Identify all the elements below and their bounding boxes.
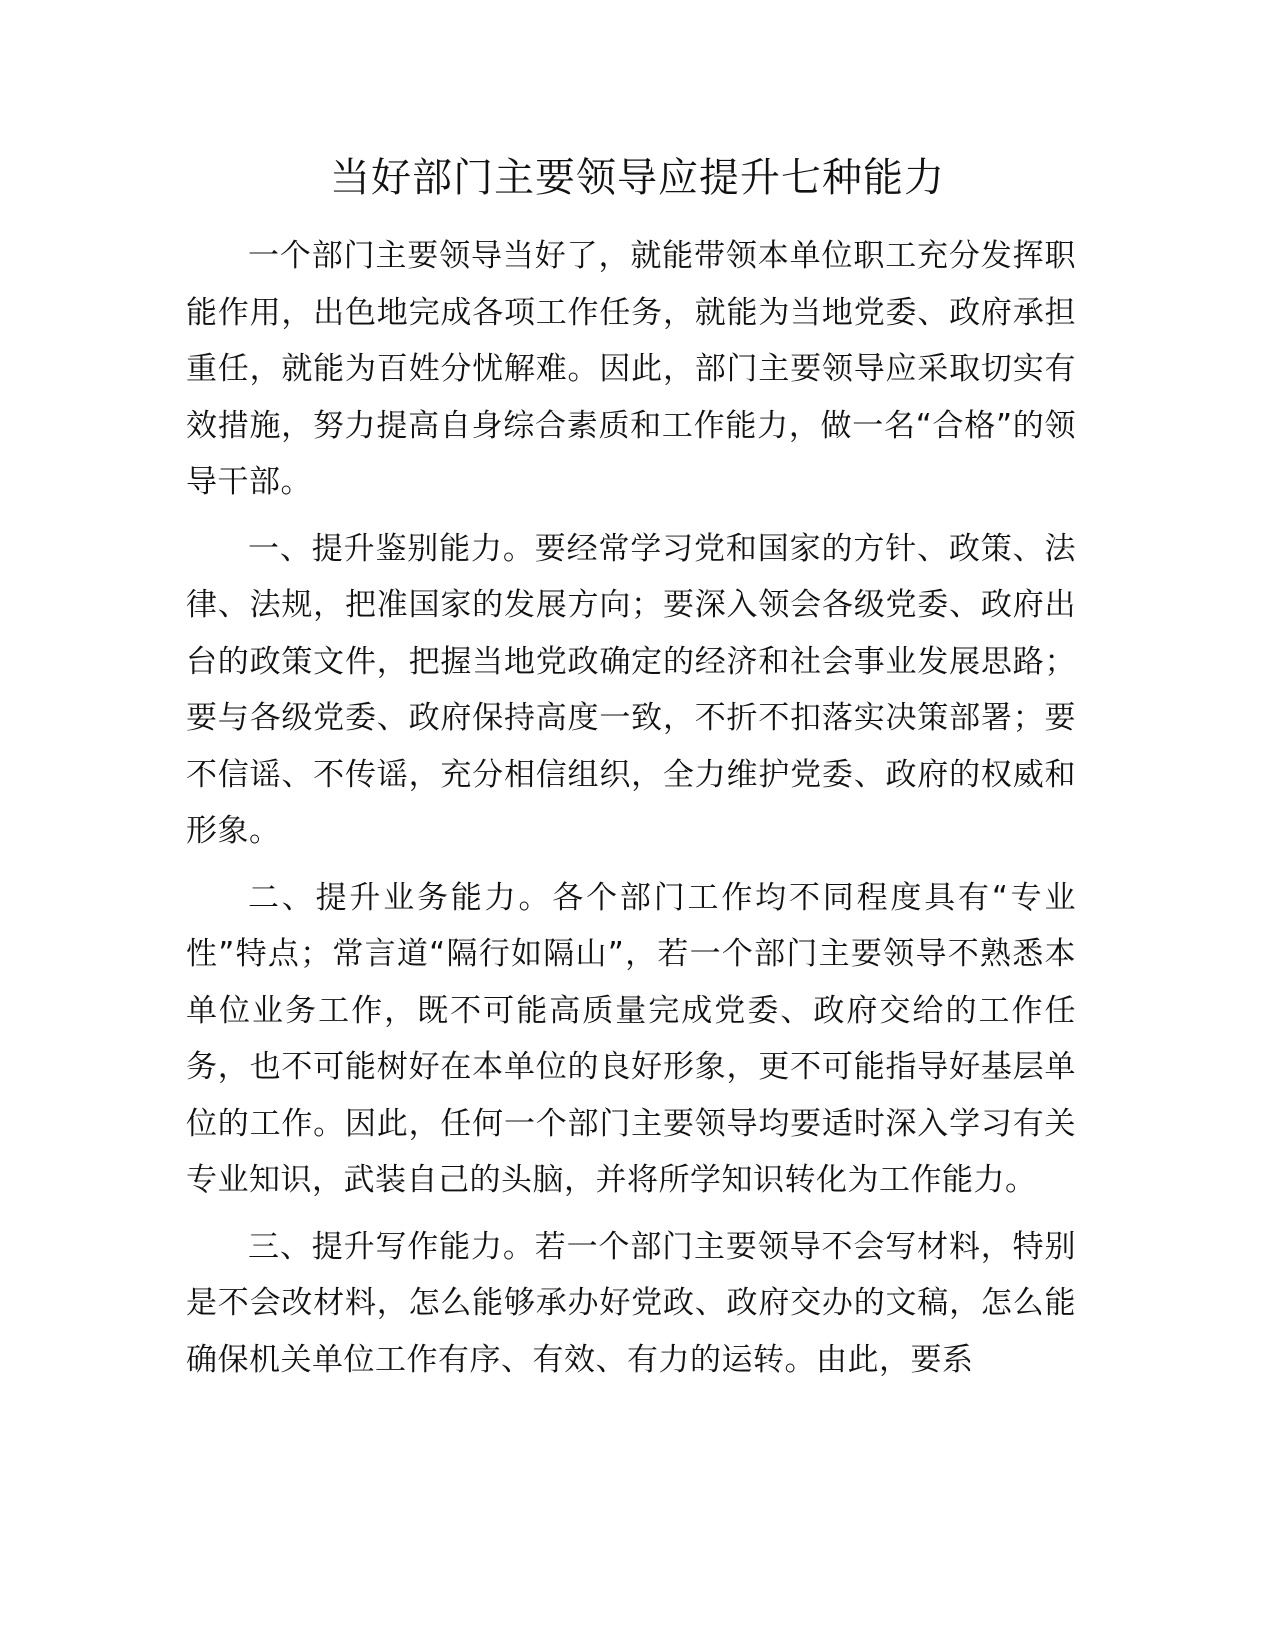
- paragraph-intro: 一个部门主要领导当好了，就能带领本单位职工充分发挥职能作用，出色地完成各项工作任务，就能为当地党委、政府承担重任，就能为百姓分忧解难。因此，部门主要领导应采取切实有效措施，努力提高自身综合素质和工作能力，做一名“合格”的领导干部。: [186, 238, 1076, 500]
- document-title: 当好部门主要领导应提升七种能力: [330, 155, 945, 201]
- paragraph-section-2: 二、提升业务能力。各个部门工作均不同程度具有“专业性”特点；常言道“隔行如隔山”，若一个部门主要领导不熟悉本单位业务工作，既不可能高质量完成党委、政府交给的工作任务，也不可能树好在本单位的良好形象，更不可能指导好基层单位的工作。因此，任何一个部门主要领导均要适时深入学习有关专业知识，武装自己的头脑，并将所学知识转化为工作能力。: [186, 879, 1076, 1198]
- document-body: [186, 228, 1076, 1398]
- paragraph-section-1: 一、提升鉴别能力。要经常学习党和国家的方针、政策、法律、法规，把准国家的发展方向；要深入领会各级党委、政府出台的政策文件，把握当地党政确定的经济和社会事业发展思路；要与各级党委、政府保持高度一致，不折不扣落实决策部署；要不信谣、不传谣，充分相信组织，全力维护党委、政府的权威和形象。: [186, 530, 1076, 849]
- paragraph-section-3: 三、提升写作能力。若一个部门主要领导不会写材料，特别是不会改材料，怎么能够承办好党政、政府交办的文稿，怎么能确保机关单位工作有序、有效、有力的运转。由此，要系: [186, 1228, 1076, 1378]
